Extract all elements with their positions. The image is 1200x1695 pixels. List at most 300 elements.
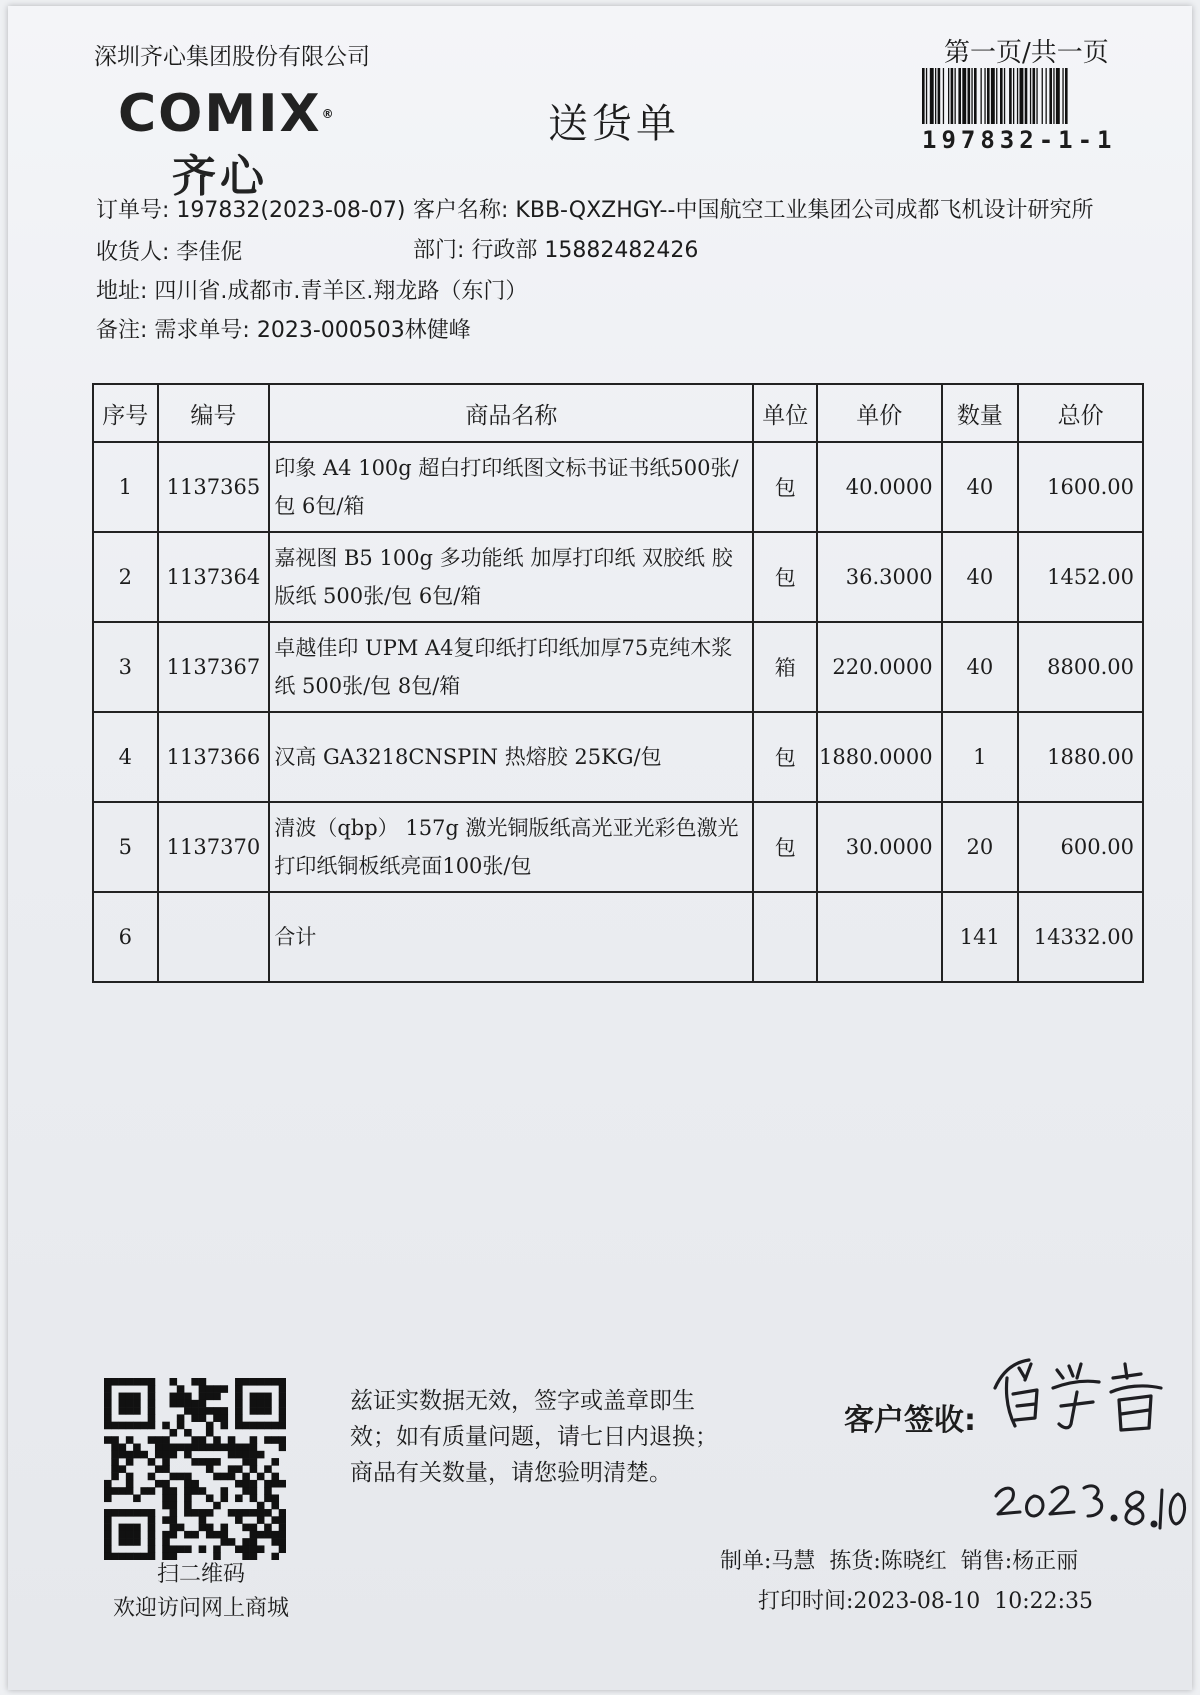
cell-product-name: 汉高 GA3218CNSPIN 热熔胶 25KG/包 xyxy=(269,712,753,802)
qr-module xyxy=(264,1378,272,1386)
qr-module xyxy=(170,1378,178,1386)
qr-module xyxy=(235,1385,243,1393)
qr-module xyxy=(271,1502,279,1510)
barcode-bar xyxy=(935,68,936,124)
qr-module xyxy=(184,1393,192,1401)
qr-module xyxy=(264,1400,272,1408)
qr-module xyxy=(257,1502,265,1510)
qr-module xyxy=(235,1451,243,1459)
order-value: 197832(2023-08-07) xyxy=(176,198,406,223)
cell-quantity: 40 xyxy=(942,442,1019,532)
qr-module xyxy=(133,1538,141,1546)
qr-module xyxy=(199,1400,207,1408)
remark-value: 需求单号: 2023-000503林健峰 xyxy=(154,318,471,343)
table-row xyxy=(93,802,1143,892)
order-label: 订单号: xyxy=(96,198,170,223)
qr-module xyxy=(104,1531,112,1539)
remark-label: 备注: xyxy=(96,318,148,343)
qr-module xyxy=(184,1531,192,1539)
qr-module xyxy=(279,1378,286,1386)
cell-quantity: 40 xyxy=(942,622,1019,712)
qr-module xyxy=(104,1414,112,1422)
qr-module xyxy=(191,1407,199,1415)
qr-module xyxy=(235,1509,243,1517)
qr-module xyxy=(235,1400,243,1408)
qr-module xyxy=(111,1378,119,1386)
qr-module xyxy=(133,1524,141,1532)
qr-module xyxy=(104,1524,112,1532)
qr-module xyxy=(242,1444,250,1452)
qr-module xyxy=(170,1502,178,1510)
registered-mark-icon: ® xyxy=(321,107,336,121)
cell-unit-price: 1880.0000 xyxy=(817,712,942,802)
qr-module xyxy=(104,1385,112,1393)
qr-module xyxy=(220,1422,228,1430)
qr-module xyxy=(199,1414,207,1422)
qr-module xyxy=(162,1516,170,1524)
qr-module xyxy=(111,1436,119,1444)
qr-module xyxy=(242,1473,250,1481)
notice-line-2: 效；如有质量问题，请七日内退换； xyxy=(350,1424,718,1450)
cell-quantity: 20 xyxy=(942,802,1019,892)
barcode-bar xyxy=(1004,68,1005,124)
table-total-row xyxy=(93,892,1143,982)
cell-code xyxy=(158,892,270,982)
qr-module xyxy=(264,1436,272,1444)
cell-unit xyxy=(753,892,817,982)
barcode-bar xyxy=(1046,68,1047,124)
qr-caption-line-2: 欢迎访问网上商城 xyxy=(112,1596,289,1621)
qr-module xyxy=(250,1480,258,1488)
qr-module xyxy=(155,1480,163,1488)
qr-module xyxy=(279,1516,286,1524)
cell-total: 1880.00 xyxy=(1018,712,1143,802)
qr-module xyxy=(213,1393,221,1401)
qr-module xyxy=(140,1422,148,1430)
qr-module xyxy=(184,1494,192,1502)
barcode-bar xyxy=(991,68,995,124)
qr-module xyxy=(235,1516,243,1524)
qr-module xyxy=(250,1422,258,1430)
qr-module xyxy=(170,1524,178,1532)
company-name: 深圳齐心集团股份有限公司 xyxy=(94,44,370,70)
barcode-bar xyxy=(943,68,944,124)
qr-module xyxy=(126,1436,134,1444)
qr-module xyxy=(264,1422,272,1430)
qr-module xyxy=(170,1451,178,1459)
qr-module xyxy=(279,1545,286,1553)
cell-total: 1452.00 xyxy=(1018,532,1143,622)
qr-module xyxy=(235,1378,243,1386)
qr-module xyxy=(177,1385,185,1393)
qr-module xyxy=(177,1414,185,1422)
cell-code: 1137365 xyxy=(158,442,270,532)
qr-module xyxy=(104,1509,112,1517)
qr-module xyxy=(126,1473,134,1481)
qr-module xyxy=(184,1487,192,1495)
notice-line-1: 兹证实数据无效，签字或盖章即生 xyxy=(350,1388,695,1414)
qr-module xyxy=(104,1400,112,1408)
handwritten-signature xyxy=(985,1348,1175,1438)
qr-module xyxy=(170,1487,178,1495)
barcode-bar xyxy=(1000,68,1003,124)
cell-unit-price xyxy=(817,892,942,982)
qr-module xyxy=(191,1480,199,1488)
cell-seq: 6 xyxy=(93,892,158,982)
qr-module xyxy=(191,1444,199,1452)
header-quantity: 数量 xyxy=(942,384,1019,442)
qr-module xyxy=(162,1487,170,1495)
qr-module xyxy=(133,1378,141,1386)
qr-module xyxy=(184,1473,192,1481)
qr-module xyxy=(206,1458,214,1466)
qr-module xyxy=(148,1436,156,1444)
qr-module xyxy=(126,1509,134,1517)
qr-module xyxy=(184,1429,192,1437)
qr-module xyxy=(235,1545,243,1553)
qr-module xyxy=(177,1524,185,1532)
barcode-bar xyxy=(974,68,977,124)
qr-module xyxy=(119,1524,127,1532)
qr-module xyxy=(271,1538,279,1546)
staff-info: 制单:马慧 拣货:陈晓红 销售:杨正丽 xyxy=(720,1549,1079,1574)
qr-module xyxy=(257,1473,265,1481)
qr-module xyxy=(126,1400,134,1408)
qr-module xyxy=(191,1414,199,1422)
qr-module xyxy=(271,1436,279,1444)
address xyxy=(96,274,527,305)
qr-module xyxy=(242,1480,250,1488)
qr-module xyxy=(184,1407,192,1415)
customer-sign-label: 客户签收: xyxy=(844,1403,976,1438)
qr-module xyxy=(242,1509,250,1517)
cell-unit-price: 36.3000 xyxy=(817,532,942,622)
qr-module xyxy=(177,1393,185,1401)
qr-module xyxy=(257,1378,265,1386)
qr-module xyxy=(220,1487,228,1495)
qr-module xyxy=(250,1378,258,1386)
qr-module xyxy=(155,1436,163,1444)
qr-module xyxy=(250,1531,258,1539)
qr-module xyxy=(177,1545,185,1553)
qr-module xyxy=(220,1385,228,1393)
qr-module xyxy=(104,1393,112,1401)
qr-module xyxy=(235,1422,243,1430)
qr-module xyxy=(191,1531,199,1539)
table-row xyxy=(93,442,1143,532)
qr-module xyxy=(242,1524,250,1532)
qr-module xyxy=(104,1378,112,1386)
qr-module xyxy=(111,1487,119,1495)
qr-module xyxy=(111,1465,119,1473)
qr-module xyxy=(104,1538,112,1546)
qr-module xyxy=(104,1494,112,1502)
barcode-bar xyxy=(962,68,966,124)
barcode-bar xyxy=(1036,68,1037,124)
qr-module xyxy=(104,1487,112,1495)
cell-total: 600.00 xyxy=(1018,802,1143,892)
cell-unit: 包 xyxy=(753,802,817,892)
header-total: 总价 xyxy=(1018,384,1143,442)
cell-product-name: 印象 A4 100g 超白打印纸图文标书证书纸500张/包 6包/箱 xyxy=(269,442,753,532)
qr-module xyxy=(119,1444,127,1452)
qr-module xyxy=(228,1465,236,1473)
barcode xyxy=(920,68,1138,124)
qr-module xyxy=(257,1545,265,1553)
qr-module xyxy=(177,1422,185,1430)
qr-module xyxy=(162,1538,170,1546)
qr-module xyxy=(220,1538,228,1546)
qr-module xyxy=(133,1393,141,1401)
qr-module xyxy=(140,1509,148,1517)
receiver xyxy=(96,235,242,266)
cell-code: 1137364 xyxy=(158,532,270,622)
qr-module xyxy=(148,1509,156,1517)
qr-module xyxy=(235,1465,243,1473)
qr-module xyxy=(162,1531,170,1539)
qr-module xyxy=(250,1436,258,1444)
qr-module xyxy=(170,1516,178,1524)
qr-module xyxy=(199,1516,207,1524)
qr-module xyxy=(133,1444,141,1452)
qr-module xyxy=(126,1422,134,1430)
table-header-row xyxy=(93,384,1143,442)
barcode-bar xyxy=(1065,68,1068,124)
barcode-bar xyxy=(926,68,927,124)
qr-module xyxy=(264,1494,272,1502)
qr-module xyxy=(213,1414,221,1422)
cell-total: 1600.00 xyxy=(1018,442,1143,532)
customer-label: 客户名称: xyxy=(413,198,509,223)
cell-unit-price: 40.0000 xyxy=(817,442,942,532)
barcode-bar xyxy=(1030,68,1031,124)
qr-module xyxy=(133,1407,141,1415)
header-seq: 序号 xyxy=(93,384,158,442)
qr-module xyxy=(206,1444,214,1452)
barcode-bar xyxy=(987,68,990,124)
qr-module xyxy=(104,1480,112,1488)
barcode-bar xyxy=(1020,68,1024,124)
qr-module xyxy=(148,1473,156,1481)
dept-label: 部门: xyxy=(413,238,465,263)
qr-module xyxy=(191,1458,199,1466)
qr-module xyxy=(177,1444,185,1452)
cell-seq: 4 xyxy=(93,712,158,802)
barcode-bar xyxy=(971,68,972,124)
qr-module xyxy=(199,1378,207,1386)
cell-code: 1137367 xyxy=(158,622,270,712)
barcode-bar xyxy=(958,68,961,124)
qr-module xyxy=(191,1436,199,1444)
qr-module xyxy=(104,1436,112,1444)
barcode-bar xyxy=(922,68,925,124)
barcode-bar xyxy=(968,68,971,124)
qr-module xyxy=(162,1480,170,1488)
cell-unit: 包 xyxy=(753,532,817,622)
qr-module xyxy=(199,1444,207,1452)
qr-module xyxy=(213,1473,221,1481)
qr-module xyxy=(242,1538,250,1546)
header-unit-price: 单价 xyxy=(817,384,942,442)
qr-module xyxy=(191,1509,199,1517)
barcode-bar xyxy=(1009,68,1012,124)
qr-module xyxy=(162,1494,170,1502)
qr-module xyxy=(279,1414,286,1422)
qr-module xyxy=(170,1429,178,1437)
qr-module xyxy=(126,1451,134,1459)
qr-module xyxy=(206,1422,214,1430)
qr-module xyxy=(206,1465,214,1473)
qr-module xyxy=(271,1473,279,1481)
table-row xyxy=(93,532,1143,622)
qr-module xyxy=(119,1451,127,1459)
qr-module xyxy=(133,1494,141,1502)
qr-module xyxy=(250,1458,258,1466)
cell-unit-price: 30.0000 xyxy=(817,802,942,892)
qr-module xyxy=(162,1422,170,1430)
qr-module xyxy=(250,1465,258,1473)
qr-module xyxy=(104,1516,112,1524)
cell-product-name: 卓越佳印 UPM A4复印纸打印纸加厚75克纯木浆纸 500张/包 8包/箱 xyxy=(269,622,753,712)
qr-module xyxy=(250,1451,258,1459)
qr-module xyxy=(133,1400,141,1408)
handwritten-date xyxy=(990,1470,1190,1540)
barcode-bar xyxy=(1033,68,1036,124)
qr-module xyxy=(271,1480,279,1488)
qr-module xyxy=(235,1444,243,1452)
cell-total-label: 合计 xyxy=(269,892,753,982)
qr-module xyxy=(148,1400,156,1408)
notice-line-3: 商品有关数量，请您验明清楚。 xyxy=(350,1460,672,1486)
qr-module xyxy=(184,1509,192,1517)
remark xyxy=(96,313,471,344)
qr-module xyxy=(148,1414,156,1422)
qr-module xyxy=(199,1509,207,1517)
qr-module xyxy=(126,1458,134,1466)
qr-module xyxy=(250,1487,258,1495)
customer-value: KBB-QXZHGY--中国航空工业集团公司成都飞机设计研究所 xyxy=(515,198,1094,223)
print-time: 打印时间:2023-08-10 10:22:35 xyxy=(758,1589,1094,1614)
cell-seq: 2 xyxy=(93,532,158,622)
qr-module xyxy=(126,1393,134,1401)
qr-module xyxy=(111,1444,119,1452)
qr-module xyxy=(191,1400,199,1408)
qr-module xyxy=(184,1400,192,1408)
qr-module xyxy=(206,1429,214,1437)
qr-module xyxy=(257,1451,265,1459)
qr-module xyxy=(213,1407,221,1415)
qr-module xyxy=(213,1545,221,1553)
qr-module xyxy=(250,1407,258,1415)
qr-module xyxy=(170,1444,178,1452)
qr-module xyxy=(155,1451,163,1459)
qr-module xyxy=(206,1524,214,1532)
address-value: 四川省.成都市.青羊区.翔龙路（东门） xyxy=(154,279,528,304)
qr-module xyxy=(111,1473,119,1481)
qr-module xyxy=(264,1465,272,1473)
barcode-bar xyxy=(1056,68,1060,124)
qr-module xyxy=(264,1509,272,1517)
qr-module xyxy=(257,1407,265,1415)
qr-module xyxy=(228,1444,236,1452)
barcode-bar xyxy=(1025,68,1028,124)
logo-text-cn: 齐心 xyxy=(172,151,268,202)
qr-module xyxy=(206,1385,214,1393)
cell-code: 1137370 xyxy=(158,802,270,892)
qr-module xyxy=(250,1444,258,1452)
barcode-bar xyxy=(981,68,982,124)
qr-module xyxy=(148,1516,156,1524)
qr-module xyxy=(264,1524,272,1532)
qr-module xyxy=(264,1407,272,1415)
qr-module xyxy=(228,1538,236,1546)
qr-module xyxy=(126,1407,134,1415)
qr-module xyxy=(279,1407,286,1415)
qr-module xyxy=(199,1436,207,1444)
barcode-bar xyxy=(1017,68,1018,124)
table-row xyxy=(93,622,1143,712)
qr-module xyxy=(199,1407,207,1415)
qr-module xyxy=(119,1487,127,1495)
qr-module xyxy=(235,1414,243,1422)
qr-module xyxy=(170,1400,178,1408)
qr-module xyxy=(271,1531,279,1539)
qr-module xyxy=(242,1378,250,1386)
qr-module xyxy=(279,1538,286,1546)
qr-module xyxy=(271,1458,279,1466)
qr-module xyxy=(228,1509,236,1517)
barcode-bar xyxy=(951,68,954,124)
department xyxy=(413,233,698,264)
qr-module xyxy=(228,1473,236,1481)
qr-module xyxy=(184,1444,192,1452)
qr-module xyxy=(250,1509,258,1517)
qr-module xyxy=(279,1400,286,1408)
cell-grand-total: 14332.00 xyxy=(1018,892,1143,982)
qr-module xyxy=(257,1393,265,1401)
barcode-bar xyxy=(1053,68,1054,124)
qr-module xyxy=(250,1545,258,1553)
qr-module xyxy=(162,1436,170,1444)
barcode-bar xyxy=(938,68,941,124)
qr-module xyxy=(162,1458,170,1466)
qr-module xyxy=(148,1385,156,1393)
qr-module xyxy=(199,1545,207,1553)
qr-module xyxy=(199,1487,207,1495)
qr-module xyxy=(177,1473,185,1481)
qr-module xyxy=(126,1538,134,1546)
qr-module xyxy=(184,1502,192,1510)
qr-module xyxy=(148,1524,156,1532)
document-title: 送货单 xyxy=(548,101,680,147)
barcode-bar xyxy=(1049,68,1052,124)
cell-product-name: 清波（qbp） 157g 激光铜版纸高光亚光彩色激光打印纸铜板纸亮面100张/包 xyxy=(269,802,753,892)
qr-module xyxy=(170,1531,178,1539)
qr-module xyxy=(148,1531,156,1539)
qr-module xyxy=(279,1444,286,1452)
qr-module xyxy=(220,1414,228,1422)
qr-module xyxy=(228,1451,236,1459)
page-indicator: 第一页/共一页 xyxy=(944,38,1109,68)
qr-module xyxy=(271,1378,279,1386)
barcode-bar xyxy=(1013,68,1014,124)
barcode-bar xyxy=(955,68,956,124)
qr-module xyxy=(170,1393,178,1401)
qr-module xyxy=(177,1400,185,1408)
qr-module xyxy=(191,1378,199,1386)
qr-module xyxy=(133,1422,141,1430)
qr-caption-line-1: 扫二维码 xyxy=(156,1562,245,1587)
